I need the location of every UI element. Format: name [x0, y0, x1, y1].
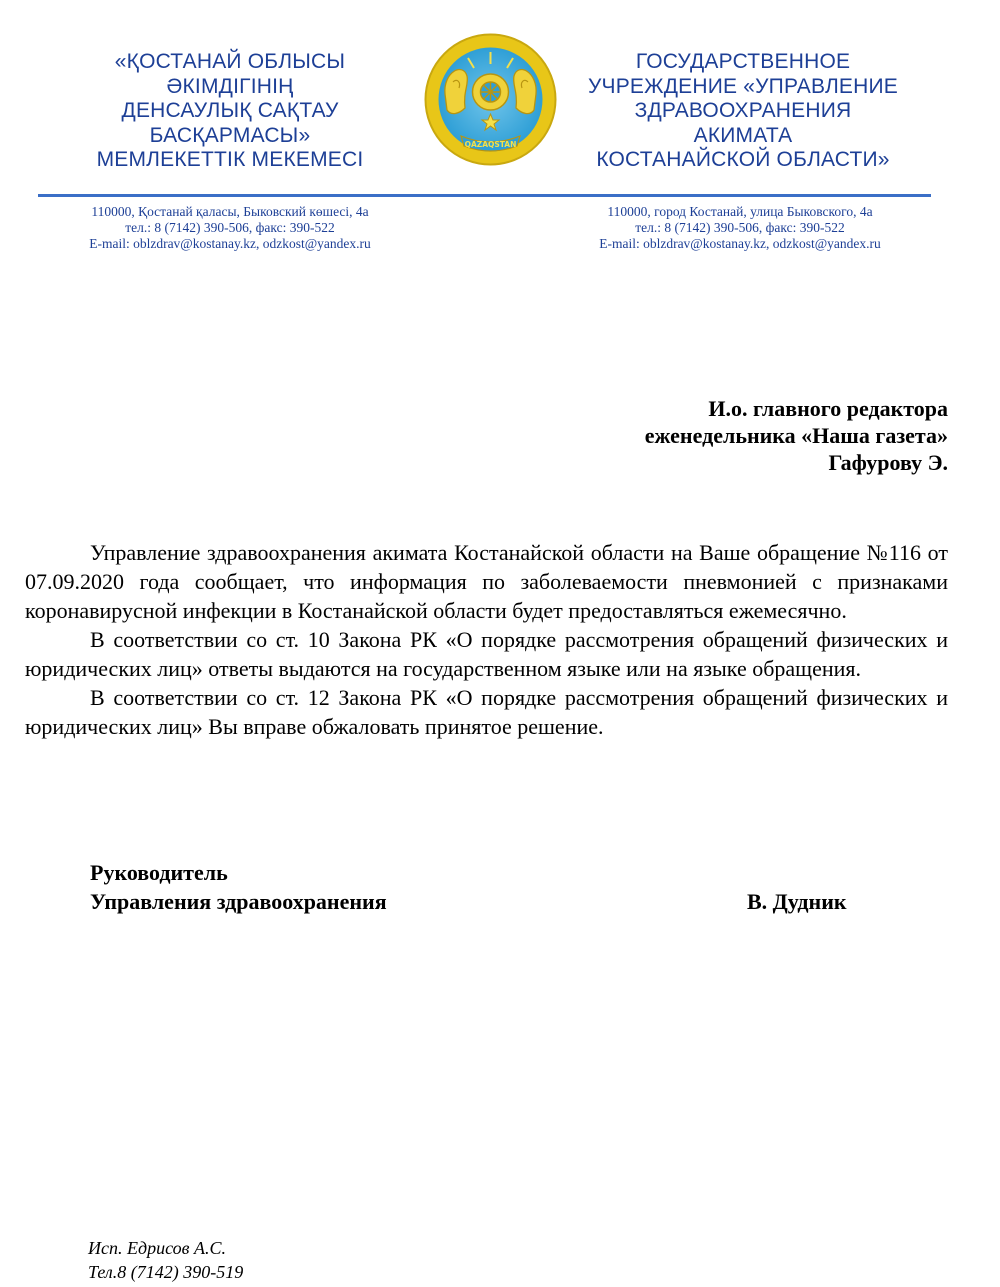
letterhead-ru-line: УЧРЕЖДЕНИЕ «УПРАВЛЕНИЕ: [587, 74, 899, 98]
address-ru-phone: тел.: 8 (7142) 390-506, факс: 390-522: [635, 220, 845, 235]
executor-name: Исп. Едрисов А.С.: [88, 1238, 226, 1258]
recipient-line: еженедельника «Наша газета»: [644, 423, 948, 448]
address-kz-street: 110000, Қостанай қаласы, Быковский көшесі, 4а: [91, 204, 369, 219]
address-ru: [560, 204, 920, 252]
letterhead-kz-line: МЕМЛЕКЕТТІК МЕКЕМЕСІ: [96, 148, 364, 171]
body-paragraph: Управление здравоохранения акимата Костанайской области на Ваше обращение №116 от 07.09.2020 года сообщает, что информация по заболеваемости пневмонией с признаками коронавирусной инфекции в Костанайской области будет предоставляться ежемесячно.: [25, 540, 948, 623]
executor-block: [88, 1236, 243, 1284]
signatory-title: [90, 858, 387, 916]
letterhead-ru-line: АКИМАТА: [693, 123, 793, 147]
letterhead-ru-line: ГОСУДАРСТВЕННОЕ: [635, 50, 851, 73]
address-ru-email: E-mail: oblzdrav@kostanay.kz, odzkost@yandex.ru: [599, 236, 881, 251]
letterhead-divider: [38, 194, 931, 197]
address-kz-phone: тел.: 8 (7142) 390-506, факс: 390-522: [125, 220, 335, 235]
address-kz: [50, 204, 410, 252]
signatory-title-line: Управления здравоохранения: [90, 889, 387, 914]
signatory-title-line: Руководитель: [90, 860, 228, 885]
letter-body: [25, 538, 948, 741]
body-paragraph: В соответствии со ст. 12 Закона РК «О порядке рассмотрения обращений физических и юридических лиц» Вы вправе обжаловать принятое решение.: [25, 685, 948, 739]
address-ru-street: 110000, город Костанай, улица Быковского, 4а: [607, 204, 873, 219]
letterhead-kz-line: ДЕНСАУЛЫҚ САҚТАУ: [121, 99, 339, 122]
letterhead-kz-line: БАСҚАРМАСЫ»: [149, 123, 311, 147]
emblem-ribbon-text: QAZAQSTAN: [464, 140, 517, 149]
emblem-graphic: [423, 32, 558, 167]
letterhead-kz: [70, 50, 390, 173]
recipient-block: [645, 395, 948, 476]
letterhead-ru-line: КОСТАНАЙСКОЙ ОБЛАСТИ»: [596, 148, 890, 171]
letterhead-ru-line: ЗДРАВООХРАНЕНИЯ: [634, 99, 852, 122]
letterhead-ru: [568, 50, 918, 173]
letterhead-kz-line: «ҚОСТАНАЙ ОБЛЫСЫ: [114, 50, 346, 73]
executor-phone: Тел.8 (7142) 390-519: [88, 1262, 244, 1282]
body-paragraph: В соответствии со ст. 10 Закона РК «О порядке рассмотрения обращений физических и юридических лиц» ответы выдаются на государственном языке или на языке обращения.: [25, 627, 948, 681]
signatory-name: В. Дудник: [747, 889, 847, 914]
recipient-line: Гафурову Э.: [828, 450, 948, 475]
kazakhstan-emblem-icon: [423, 32, 558, 167]
letterhead-kz-line: ӘКІМДІГІНІҢ: [166, 74, 294, 98]
recipient-line: И.о. главного редактора: [708, 396, 948, 421]
address-kz-email: E-mail: oblzdrav@kostanay.kz, odzkost@yandex.ru: [89, 236, 371, 251]
